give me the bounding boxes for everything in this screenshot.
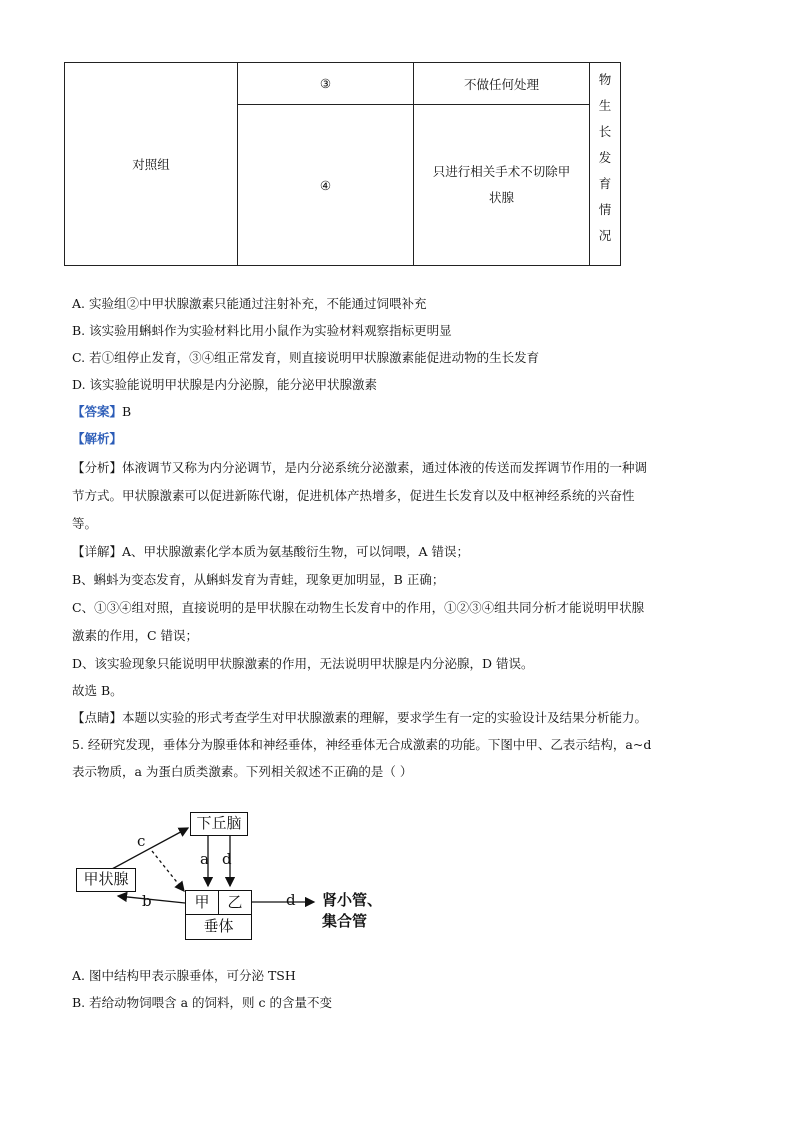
fenxi-line-1: 【分析】体液调节又称为内分泌调节，是内分泌系统分泌激素，通过体液的传送而发挥调节作用的一种调	[72, 460, 648, 475]
hypothalamus-box: 下丘脑	[190, 812, 248, 836]
dianjing-line: 【点睛】本题以实验的形式考查学生对甲状腺激素的理解，要求学生有一定的实验设计及结果分析能力。	[72, 710, 648, 725]
q4-option-d: D. 该实验能说明甲状腺是内分泌腺，能分泌甲状腺激素	[72, 377, 378, 392]
detail-line-a: 【详解】A、甲状腺激素化学本质为氨基酸衍生物，可以饲喂，A 错误；	[72, 544, 470, 559]
detail-line-d: D、该实验现象只能说明甲状腺激素的作用，无法说明甲状腺是内分泌腺，D 错误。	[72, 656, 534, 671]
arrow-dashed	[152, 851, 184, 891]
observation-column	[590, 63, 621, 266]
pituitary-label: 垂体	[203, 917, 234, 935]
label-a: a	[200, 850, 209, 868]
yi-cell: 乙	[227, 893, 243, 911]
experiment-table	[64, 62, 620, 266]
detail-line-c1: C、①③④组对照，直接说明的是甲状腺在动物生长发育中的作用，①②③④组共同分析才能说明甲状腺	[72, 600, 645, 615]
q5-stem-line-2: 表示物质，a 为蛋白质类激素。下列相关叙述不正确的是（ ）	[72, 764, 413, 779]
label-d-upper: d	[222, 850, 232, 868]
q5-stem-line-1: 5. 经研究发现，垂体分为腺垂体和神经垂体，神经垂体无合成激素的功能。下图中甲、乙表示结构，a~d	[72, 737, 652, 752]
label-b: b	[142, 892, 152, 910]
group-4-cell: ④	[238, 105, 414, 266]
q5-option-a: A. 图中结构甲表示腺垂体，可分泌 TSH	[72, 968, 296, 983]
arrow-c	[112, 828, 188, 869]
kidney-label-2: 集合管	[322, 912, 368, 930]
vertical-text: 物 生 长 发 育 情 况	[598, 72, 612, 243]
answer-line: 【答案】B	[72, 404, 132, 419]
fenxi-line-2: 节方式。甲状腺激素可以促进新陈代谢，促进机体产热增多，促进生长发育以及中枢神经系统的兴奋性	[72, 488, 635, 503]
group-3-treatment: 不做任何处理	[414, 63, 590, 105]
fenxi-line-3: 等。	[72, 516, 98, 531]
choose-line: 故选 B。	[72, 683, 123, 698]
detail-line-c2: 激素的作用，C 错误；	[72, 628, 199, 643]
label-d-right: d	[286, 891, 296, 909]
pituitary-box	[185, 890, 252, 940]
kidney-label-1: 肾小管、	[322, 891, 383, 909]
thyroid-box: 甲状腺	[76, 868, 136, 892]
q4-option-c: C. 若①组停止发育，③④组正常发育，则直接说明甲状腺激素能促进动物的生长发育	[72, 350, 540, 365]
hormone-regulation-diagram	[72, 806, 392, 951]
control-group-label: 对照组	[65, 63, 238, 266]
q4-option-b: B. 该实验用蝌蚪作为实验材料比用小鼠作为实验材料观察指标更明显	[72, 323, 452, 338]
group-4-treatment: 只进行相关手术不切除甲 状腺	[414, 105, 590, 266]
label-c: c	[137, 832, 146, 850]
group-3-cell: ③	[238, 63, 414, 105]
jia-cell: 甲	[186, 891, 219, 914]
q5-option-b: B. 若给动物饲喂含 a 的饲料，则 c 的含量不变	[72, 995, 332, 1010]
analysis-heading: 【解析】	[72, 431, 123, 446]
detail-line-b: B、蝌蚪为变态发育，从蝌蚪发育为青蛙，现象更加明显，B 正确；	[72, 572, 445, 587]
q4-option-a: A. 实验组②中甲状腺激素只能通过注射补充，不能通过饲喂补充	[72, 296, 427, 311]
